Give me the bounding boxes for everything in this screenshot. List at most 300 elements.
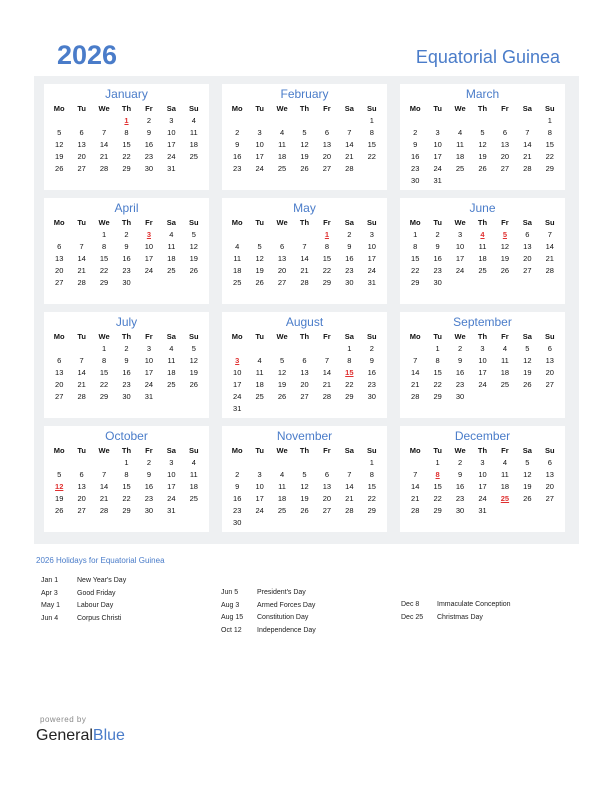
day-cell: 23	[122, 380, 131, 389]
day-cell: 31	[478, 506, 487, 515]
day-cell: 30	[455, 506, 465, 515]
empty-cell	[226, 115, 248, 127]
day-cell: 21	[77, 380, 86, 389]
day-cell: 27	[55, 392, 64, 401]
day-cell: 12	[55, 140, 64, 149]
day-cell: 6	[547, 344, 552, 353]
day-cell: 6	[79, 470, 84, 479]
day-cell: 9	[146, 470, 151, 479]
day-cell: 4	[502, 458, 507, 467]
month-name: October	[105, 429, 148, 443]
weekday-header: Fr	[323, 446, 331, 455]
month-september	[400, 312, 565, 418]
day-cell: 23	[411, 164, 420, 173]
day-cell: 24	[433, 164, 442, 173]
empty-cell	[248, 457, 270, 469]
day-cell: 1	[547, 116, 552, 125]
day-cell: 26	[300, 164, 309, 173]
month-grid	[48, 444, 205, 517]
day-cell: 13	[545, 356, 554, 365]
day-cell: 11	[278, 140, 286, 149]
day-cell: 2	[235, 128, 240, 137]
day-cell: 20	[300, 380, 309, 389]
holiday-row	[221, 600, 316, 613]
month-april	[44, 198, 209, 304]
holiday-date-label: Jun 5	[221, 589, 239, 596]
day-cell: 20	[77, 494, 86, 503]
day-cell: 29	[367, 506, 376, 515]
weekday-header: Fr	[501, 104, 509, 113]
day-cell: 28	[345, 506, 354, 515]
day-cell: 22	[433, 494, 442, 503]
day-cell: 29	[411, 278, 420, 287]
weekday-header: Su	[544, 332, 555, 341]
month-grid	[404, 330, 561, 403]
weekday-header: Fr	[501, 446, 509, 455]
weekday-header: We	[276, 332, 288, 341]
day-cell: 28	[99, 164, 109, 173]
empty-cell	[48, 115, 70, 127]
day-cell: 27	[55, 278, 64, 287]
holiday-name: Immaculate Conception	[437, 601, 511, 608]
day-cell: 26	[523, 494, 532, 503]
day-cell: 1	[101, 230, 107, 239]
day-cell: 2	[413, 128, 418, 137]
holiday-name: Independence Day	[257, 626, 316, 634]
day-cell: 23	[433, 266, 442, 275]
weekday-header: Su	[188, 104, 199, 113]
month-grid	[226, 444, 383, 529]
day-cell: 19	[189, 254, 198, 263]
day-cell: 31	[167, 506, 176, 515]
day-cell: 25	[277, 164, 287, 173]
day-cell: 25	[189, 152, 198, 161]
day-cell: 8	[101, 356, 107, 365]
day-cell: 7	[302, 242, 307, 251]
day-cell: 16	[122, 254, 131, 263]
day-cell: 25	[167, 380, 176, 389]
day-cell: 3	[480, 458, 485, 467]
day-cell: 24	[144, 266, 154, 275]
empty-cell	[449, 115, 471, 127]
day-cell: 3	[480, 344, 485, 353]
day-cell: 9	[124, 242, 129, 251]
day-cell: 13	[322, 140, 332, 149]
day-cell: 14	[523, 140, 532, 149]
day-cell: 10	[167, 128, 176, 137]
empty-cell	[70, 115, 92, 127]
day-cell: 6	[279, 242, 285, 251]
day-cell: 23	[144, 494, 154, 503]
day-cell: 3	[257, 128, 262, 137]
month-grid	[48, 102, 205, 175]
weekday-header: Su	[544, 446, 555, 455]
day-cell: 20	[523, 254, 532, 263]
day-cell: 29	[99, 392, 109, 401]
day-cell: 1	[369, 458, 374, 467]
weekday-header: Sa	[166, 446, 176, 455]
day-cell: 31	[167, 164, 176, 173]
weekday-header: Sa	[522, 104, 532, 113]
day-cell: 21	[345, 494, 354, 503]
day-cell: 6	[547, 458, 552, 467]
day-cell: 30	[233, 518, 242, 527]
day-cell: 19	[300, 494, 309, 503]
weekday-header: Mo	[231, 218, 243, 227]
day-cell: 15	[545, 140, 554, 149]
day-cell: 19	[55, 152, 64, 161]
day-cell: 10	[455, 242, 465, 251]
holidays-title: 2026 Holidays for Equatorial Guinea	[36, 556, 165, 565]
day-cell: 18	[189, 140, 198, 149]
weekday-header: Mo	[53, 332, 65, 341]
day-cell: 9	[146, 128, 151, 137]
weekday-header: Mo	[409, 332, 421, 341]
empty-cell	[248, 115, 270, 127]
brand-blue: Blue	[92, 727, 125, 744]
day-cell: 12	[277, 368, 287, 377]
day-cell: 2	[146, 116, 151, 125]
day-cell: 7	[413, 356, 418, 365]
day-cell: 9	[457, 356, 463, 365]
day-cell: 13	[277, 254, 287, 263]
empty-cell	[48, 343, 70, 355]
day-cell: 18	[233, 266, 242, 275]
day-cell: 5	[279, 356, 285, 365]
holiday-date: 12	[55, 482, 64, 491]
day-cell: 26	[189, 380, 198, 389]
day-cell: 10	[167, 470, 176, 479]
day-cell: 27	[300, 392, 309, 401]
day-cell: 17	[255, 152, 264, 161]
day-cell: 5	[57, 470, 62, 479]
day-cell: 25	[189, 494, 198, 503]
day-cell: 30	[122, 392, 131, 401]
day-cell: 11	[189, 470, 198, 479]
day-cell: 28	[300, 278, 309, 287]
holiday-row	[221, 625, 316, 638]
day-cell: 21	[99, 494, 109, 503]
day-cell: 5	[257, 242, 262, 251]
day-cell: 11	[189, 128, 198, 137]
day-cell: 4	[457, 128, 463, 137]
weekday-header: Mo	[231, 332, 243, 341]
day-cell: 22	[99, 380, 109, 389]
day-cell: 16	[144, 482, 154, 491]
day-cell: 22	[367, 494, 376, 503]
day-cell: 8	[435, 356, 440, 365]
month-december	[400, 426, 565, 532]
month-name: December	[454, 429, 511, 443]
day-cell: 21	[300, 266, 309, 275]
day-cell: 16	[122, 368, 131, 377]
day-cell: 30	[455, 392, 465, 401]
empty-cell	[404, 457, 426, 469]
day-cell: 18	[500, 368, 510, 377]
day-cell: 10	[433, 140, 442, 149]
weekday-header: Fr	[145, 218, 153, 227]
day-cell: 27	[322, 164, 332, 173]
country-name: Equatorial Guinea	[415, 47, 560, 67]
empty-cell	[316, 343, 338, 355]
empty-cell	[494, 115, 516, 127]
day-cell: 11	[255, 368, 264, 377]
day-cell: 28	[77, 392, 86, 401]
month-grid	[226, 102, 383, 175]
empty-cell	[426, 115, 448, 127]
day-cell: 22	[367, 152, 376, 161]
month-grid	[226, 216, 383, 289]
day-cell: 15	[367, 140, 376, 149]
empty-cell	[93, 457, 115, 469]
day-cell: 30	[144, 164, 154, 173]
weekday-header: Th	[477, 218, 488, 227]
day-cell: 3	[457, 230, 463, 239]
day-cell: 7	[525, 128, 530, 137]
day-cell: 14	[300, 254, 309, 263]
empty-cell	[271, 229, 293, 241]
weekday-header: Mo	[53, 218, 65, 227]
month-grid	[48, 216, 205, 289]
day-cell: 26	[277, 392, 287, 401]
day-cell: 23	[455, 380, 465, 389]
weekday-header: Mo	[409, 446, 421, 455]
holiday-column	[41, 575, 126, 625]
day-cell: 21	[523, 152, 532, 161]
day-cell: 24	[255, 506, 264, 515]
empty-cell	[226, 229, 248, 241]
weekday-header: Mo	[53, 104, 65, 113]
day-cell: 13	[77, 140, 86, 149]
weekday-header: Tu	[255, 332, 264, 341]
empty-cell	[271, 457, 293, 469]
day-cell: 21	[322, 380, 332, 389]
weekday-header: We	[454, 446, 466, 455]
day-cell: 4	[257, 356, 262, 365]
day-cell: 28	[345, 164, 354, 173]
weekday-header: Tu	[433, 332, 442, 341]
day-cell: 3	[369, 230, 374, 239]
empty-cell	[471, 115, 493, 127]
day-cell: 12	[300, 140, 309, 149]
day-cell: 14	[77, 254, 86, 263]
weekday-header: Sa	[166, 218, 176, 227]
day-cell: 26	[55, 506, 64, 515]
holiday-row	[41, 600, 126, 613]
weekday-header: We	[454, 332, 466, 341]
day-cell: 19	[277, 380, 287, 389]
holiday-row	[41, 575, 126, 588]
day-cell: 30	[433, 278, 442, 287]
day-cell: 17	[144, 368, 154, 377]
month-name: May	[293, 201, 316, 215]
day-cell: 13	[55, 254, 64, 263]
day-cell: 11	[456, 140, 464, 149]
month-august	[222, 312, 387, 418]
day-cell: 28	[99, 506, 109, 515]
holiday-name: Christmas Day	[437, 613, 483, 621]
day-cell: 3	[146, 344, 151, 353]
day-cell: 22	[99, 266, 109, 275]
month-name: November	[276, 429, 333, 443]
weekday-header: Sa	[344, 446, 354, 455]
day-cell: 9	[124, 356, 129, 365]
month-name: September	[453, 315, 512, 329]
day-cell: 27	[322, 506, 332, 515]
month-name: January	[105, 87, 148, 101]
day-cell: 12	[478, 140, 487, 149]
day-cell: 6	[79, 128, 84, 137]
day-cell: 14	[322, 368, 332, 377]
day-cell: 24	[455, 266, 465, 275]
day-cell: 5	[525, 344, 530, 353]
weekday-header: Tu	[77, 218, 86, 227]
day-cell: 18	[167, 254, 176, 263]
day-cell: 20	[322, 152, 332, 161]
day-cell: 28	[77, 278, 86, 287]
day-cell: 25	[167, 266, 176, 275]
weekday-header: Th	[477, 446, 488, 455]
day-cell: 16	[455, 482, 465, 491]
empty-cell	[338, 457, 360, 469]
weekday-header: We	[276, 218, 288, 227]
day-cell: 7	[347, 128, 352, 137]
day-cell: 18	[277, 494, 287, 503]
day-cell: 27	[277, 278, 287, 287]
day-cell: 11	[501, 356, 509, 365]
day-cell: 7	[101, 470, 107, 479]
day-cell: 29	[122, 506, 131, 515]
day-cell: 4	[502, 344, 507, 353]
weekday-header: We	[98, 218, 110, 227]
weekday-header: Tu	[77, 332, 86, 341]
day-cell: 20	[500, 152, 510, 161]
day-cell: 8	[124, 128, 129, 137]
empty-cell	[48, 457, 70, 469]
generalblue-logo[interactable]	[36, 727, 125, 745]
empty-cell	[271, 115, 293, 127]
day-cell: 23	[144, 152, 154, 161]
day-cell: 24	[478, 380, 487, 389]
day-cell: 21	[345, 152, 354, 161]
day-cell: 8	[369, 128, 374, 137]
holiday-date-label: Jan 1	[41, 577, 59, 584]
weekday-header: Tu	[433, 104, 442, 113]
empty-cell	[404, 343, 426, 355]
weekday-header: Su	[544, 104, 555, 113]
weekday-header: Su	[366, 332, 377, 341]
day-cell: 24	[233, 392, 242, 401]
day-cell: 26	[500, 266, 510, 275]
holiday-name: Labour Day	[77, 602, 114, 609]
day-cell: 13	[523, 242, 532, 251]
day-cell: 2	[124, 230, 129, 239]
day-cell: 14	[545, 242, 554, 251]
day-cell: 17	[478, 368, 487, 377]
day-cell: 16	[411, 152, 420, 161]
weekday-header: Mo	[231, 104, 243, 113]
day-cell: 2	[235, 470, 240, 479]
day-cell: 12	[523, 470, 532, 479]
day-cell: 4	[235, 242, 240, 251]
day-cell: 30	[122, 278, 131, 287]
month-january	[44, 84, 209, 190]
weekday-header: Su	[544, 218, 555, 227]
day-cell: 29	[345, 392, 354, 401]
day-cell: 20	[322, 494, 332, 503]
empty-cell	[248, 229, 270, 241]
day-cell: 17	[455, 254, 465, 263]
day-cell: 9	[413, 140, 418, 149]
month-grid	[404, 216, 561, 289]
day-cell: 20	[55, 380, 64, 389]
day-cell: 14	[99, 482, 109, 491]
day-cell: 8	[369, 470, 374, 479]
weekday-header: Sa	[522, 332, 532, 341]
day-cell: 6	[525, 230, 530, 239]
powered-by-label: powered by	[40, 715, 87, 724]
day-cell: 24	[167, 494, 176, 503]
day-cell: 10	[144, 356, 154, 365]
weekday-header: Th	[121, 218, 132, 227]
holiday-date: 1	[124, 116, 129, 125]
weekday-header: Su	[366, 446, 377, 455]
month-name: March	[465, 87, 500, 101]
day-cell: 26	[523, 380, 532, 389]
day-cell: 5	[525, 458, 530, 467]
day-cell: 27	[545, 494, 554, 503]
day-cell: 5	[480, 128, 485, 137]
day-cell: 24	[478, 494, 487, 503]
empty-cell	[93, 115, 115, 127]
day-cell: 15	[99, 254, 109, 263]
month-grid	[404, 102, 561, 187]
weekday-header: Tu	[433, 218, 442, 227]
day-cell: 31	[433, 176, 442, 185]
day-cell: 2	[124, 344, 129, 353]
day-cell: 5	[302, 470, 307, 479]
day-cell: 19	[478, 152, 487, 161]
day-cell: 19	[189, 368, 198, 377]
empty-cell	[226, 343, 248, 355]
day-cell: 10	[144, 242, 154, 251]
day-cell: 22	[122, 152, 131, 161]
holiday-name: Armed Forces Day	[257, 601, 316, 609]
weekday-header: Fr	[501, 218, 509, 227]
holiday-date-label: Dec 8	[401, 601, 420, 608]
day-cell: 19	[523, 482, 532, 491]
empty-cell	[293, 457, 315, 469]
empty-cell	[516, 115, 538, 127]
holiday-date: 4	[480, 230, 485, 239]
day-cell: 4	[279, 128, 285, 137]
empty-cell	[404, 115, 426, 127]
holiday-date-label: Jun 4	[41, 614, 59, 622]
weekday-header: Sa	[166, 332, 176, 341]
month-name: June	[469, 201, 496, 215]
day-cell: 27	[77, 164, 86, 173]
day-cell: 21	[411, 494, 420, 503]
day-cell: 18	[455, 152, 465, 161]
weekday-header: Sa	[166, 104, 176, 113]
day-cell: 15	[411, 254, 420, 263]
day-cell: 16	[433, 254, 442, 263]
day-cell: 21	[411, 380, 420, 389]
day-cell: 27	[500, 164, 510, 173]
day-cell: 17	[144, 254, 154, 263]
weekday-header: Sa	[522, 218, 532, 227]
day-cell: 24	[167, 152, 176, 161]
